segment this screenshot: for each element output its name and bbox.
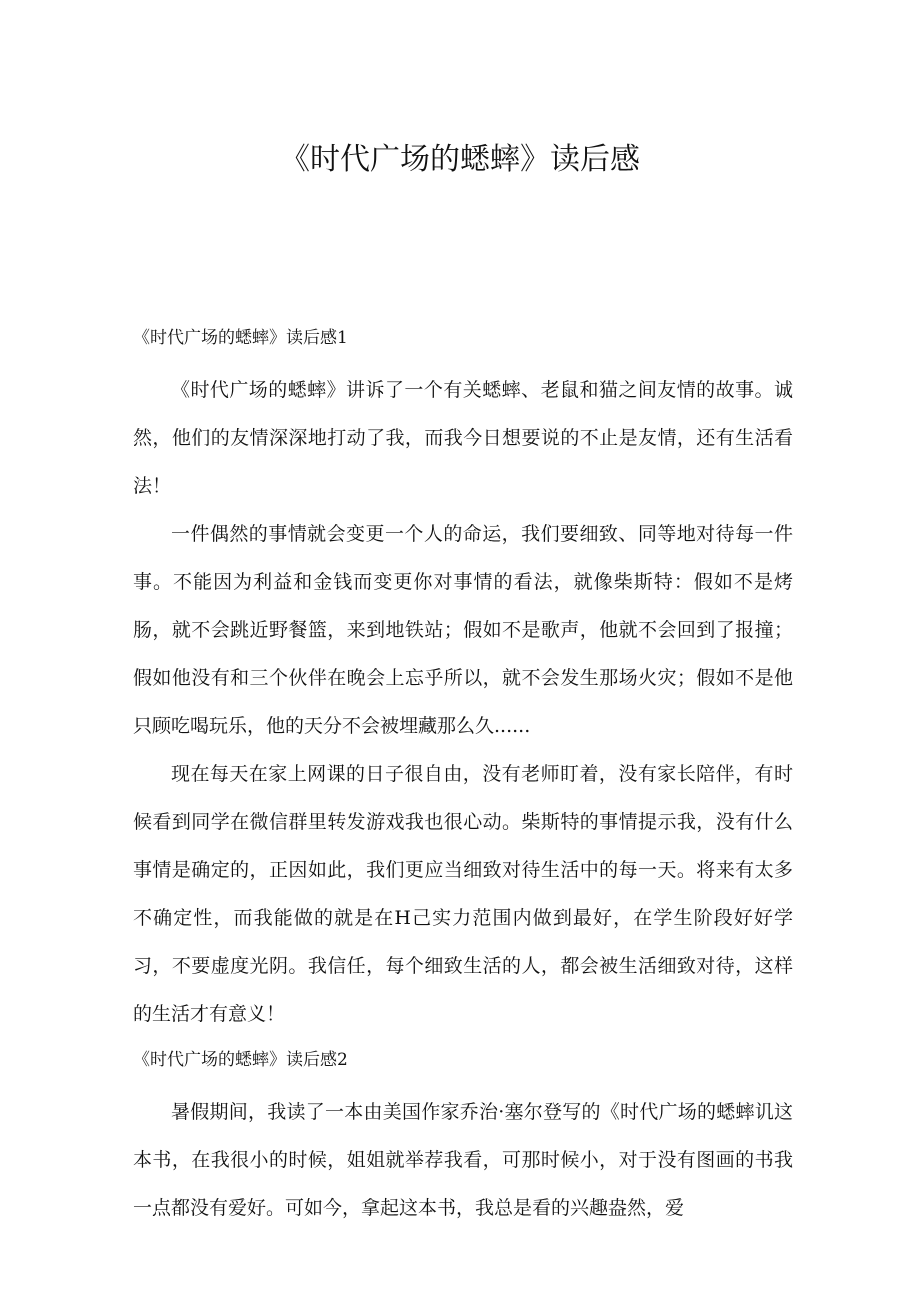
section-2 (133, 1040, 793, 1232)
paragraph: 《时代广场的蟋蟀》讲诉了一个有关蟋蟀、老鼠和猫之间友情的故事。诚然，他们的友情深深地打动了我，而我今日想要说的不止是友情，还有生活看法！ (133, 379, 793, 497)
paragraph: 暑假期间，我读了一本由美国作家乔治·塞尔登写的《时代广场的蟋蟀讥这本书，在我很小的时候，姐姐就举荐我看，可那时候小，对于没有图画的书我一点都没有爱好。可如今，拿起这本书，我总是看的兴趣盎然，爱 (133, 1101, 793, 1219)
paragraph: 一件偶然的事情就会变更一个人的命运，我们要细致、同等地对待每一件事。不能因为利益和金钱而变更你对事情的看法，就像柴斯特：假如不是烤肠，就不会跳近野餐篮，来到地铁站；假如不是歌声，他就不会回到了报撞；假如他没有和三个伙伴在晚会上忘乎所以，就不会发生那场火灾；假如不是他只顾吃喝玩乐，他的天分不会被埋藏那么久...... (133, 523, 793, 737)
section-heading: 《时代广场的蟋蟀》读后感1 (133, 328, 348, 348)
paragraph: 现在每天在家上网课的日子很自由，没有老师盯着，没有家长陪伴，有时候看到同学在微信群里转发游戏我也很心动。柴斯特的事情提示我，没有什么事情是确定的，正因如此，我们更应当细致对待生活中的每一天。将来有太多不确定性，而我能做的就是在H己实力范围内做到最好，在学生阶段好好学习，不要虚度光阴。我信任，每个细致生活的人，都会被生活细致对待，这样的生活才有意义！ (133, 763, 793, 1025)
section-1 (133, 318, 793, 1038)
section-heading: 《时代广场的蟋蟀》读后感2 (133, 1050, 348, 1070)
document-title: 《时代广场的蟋蟀》读后感 (280, 142, 640, 177)
document-body (133, 318, 793, 1232)
